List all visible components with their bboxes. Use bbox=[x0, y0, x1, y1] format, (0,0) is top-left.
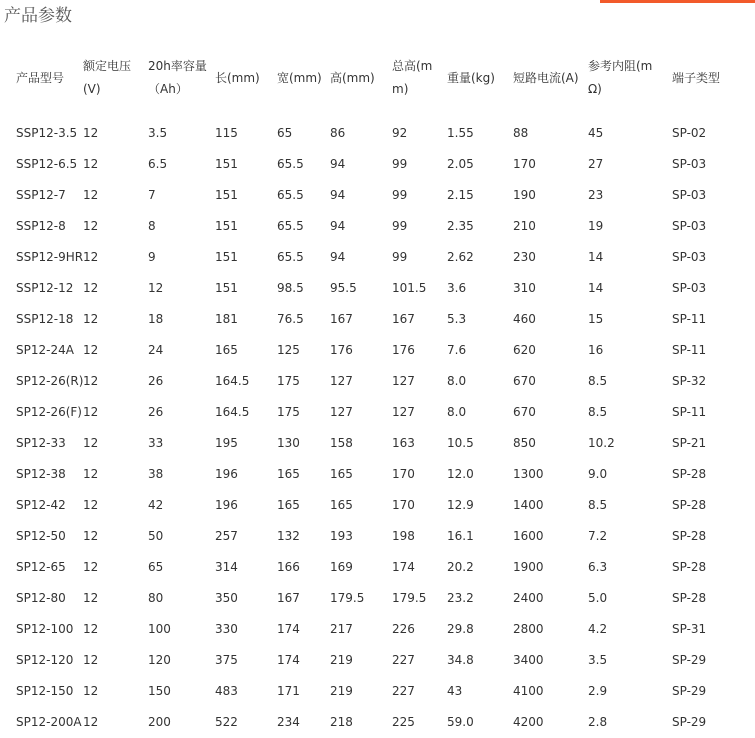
cell-short-circuit-current: 850 bbox=[513, 436, 536, 450]
cell-rated-voltage: 12 bbox=[83, 591, 99, 605]
cell-internal-resistance: 6.3 bbox=[588, 560, 608, 574]
cell-internal-resistance: 2.9 bbox=[588, 684, 608, 698]
cell-total-height: 163 bbox=[392, 436, 415, 450]
cell-width: 130 bbox=[277, 436, 300, 450]
cell-rated-voltage: 12 bbox=[83, 622, 99, 636]
cell-rated-voltage: 12 bbox=[83, 684, 99, 698]
cell-length: 151 bbox=[215, 219, 238, 233]
cell-height: 94 bbox=[330, 219, 346, 233]
header-length: 长(mm) bbox=[215, 70, 260, 85]
table-row bbox=[0, 397, 755, 428]
cell-total-height: 198 bbox=[392, 529, 415, 543]
cell-short-circuit-current: 670 bbox=[513, 374, 536, 388]
cell-length: 196 bbox=[215, 498, 238, 512]
cell-rated-voltage: 12 bbox=[83, 374, 99, 388]
header-model: 产品型号 bbox=[16, 70, 65, 85]
cell-capacity: 50 bbox=[148, 529, 164, 543]
cell-total-height: 174 bbox=[392, 560, 415, 574]
cell-height: 94 bbox=[330, 250, 346, 264]
cell-rated-voltage: 12 bbox=[83, 343, 99, 357]
cell-short-circuit-current: 1900 bbox=[513, 560, 544, 574]
cell-width: 65.5 bbox=[277, 219, 304, 233]
cell-height: 219 bbox=[330, 684, 353, 698]
cell-terminal-type: SP-29 bbox=[672, 653, 707, 667]
cell-rated-voltage: 12 bbox=[83, 529, 99, 543]
cell-terminal-type: SP-28 bbox=[672, 560, 707, 574]
cell-width: 65.5 bbox=[277, 188, 304, 202]
cell-capacity: 200 bbox=[148, 715, 171, 729]
cell-internal-resistance: 14 bbox=[588, 250, 604, 264]
cell-total-height: 101.5 bbox=[392, 281, 427, 295]
cell-model: SSP12-7 bbox=[16, 188, 66, 202]
table-row bbox=[0, 552, 755, 583]
cell-model: SP12-120 bbox=[16, 653, 74, 667]
cell-length: 165 bbox=[215, 343, 238, 357]
cell-weight: 20.2 bbox=[447, 560, 474, 574]
cell-total-height: 92 bbox=[392, 126, 408, 140]
header-total-height: 总高(mm) bbox=[392, 59, 433, 96]
cell-length: 164.5 bbox=[215, 405, 250, 419]
cell-length: 522 bbox=[215, 715, 238, 729]
cell-weight: 2.15 bbox=[447, 188, 474, 202]
cell-width: 174 bbox=[277, 622, 300, 636]
cell-short-circuit-current: 210 bbox=[513, 219, 536, 233]
cell-height: 218 bbox=[330, 715, 353, 729]
cell-capacity: 9 bbox=[148, 250, 156, 264]
cell-height: 179.5 bbox=[330, 591, 365, 605]
cell-width: 132 bbox=[277, 529, 300, 543]
cell-width: 125 bbox=[277, 343, 300, 357]
header-internal-resistance: 参考内阻(mΩ) bbox=[588, 59, 653, 96]
cell-weight: 8.0 bbox=[447, 374, 467, 388]
table-row bbox=[0, 180, 755, 211]
cell-terminal-type: SP-28 bbox=[672, 467, 707, 481]
table-row bbox=[0, 335, 755, 366]
cell-internal-resistance: 9.0 bbox=[588, 467, 608, 481]
table-row bbox=[0, 490, 755, 521]
cell-width: 165 bbox=[277, 498, 300, 512]
cell-length: 330 bbox=[215, 622, 238, 636]
cell-terminal-type: SP-28 bbox=[672, 591, 707, 605]
cell-model: SP12-33 bbox=[16, 436, 66, 450]
cell-short-circuit-current: 620 bbox=[513, 343, 536, 357]
table-header-row bbox=[0, 38, 755, 118]
cell-length: 181 bbox=[215, 312, 238, 326]
cell-internal-resistance: 19 bbox=[588, 219, 604, 233]
cell-short-circuit-current: 170 bbox=[513, 157, 536, 171]
cell-short-circuit-current: 2800 bbox=[513, 622, 544, 636]
cell-length: 151 bbox=[215, 281, 238, 295]
cell-capacity: 42 bbox=[148, 498, 164, 512]
cell-weight: 12.9 bbox=[447, 498, 474, 512]
cell-total-height: 99 bbox=[392, 250, 408, 264]
cell-short-circuit-current: 230 bbox=[513, 250, 536, 264]
cell-terminal-type: SP-03 bbox=[672, 188, 707, 202]
cell-capacity: 24 bbox=[148, 343, 164, 357]
table-row bbox=[0, 118, 755, 149]
cell-weight: 34.8 bbox=[447, 653, 474, 667]
cell-height: 165 bbox=[330, 467, 353, 481]
cell-total-height: 127 bbox=[392, 374, 415, 388]
cell-model: SSP12-12 bbox=[16, 281, 74, 295]
cell-height: 169 bbox=[330, 560, 353, 574]
product-spec-table bbox=[0, 38, 755, 738]
cell-model: SSP12-18 bbox=[16, 312, 74, 326]
cell-height: 219 bbox=[330, 653, 353, 667]
cell-capacity: 6.5 bbox=[148, 157, 168, 171]
cell-length: 151 bbox=[215, 157, 238, 171]
cell-terminal-type: SP-11 bbox=[672, 343, 707, 357]
cell-terminal-type: SP-31 bbox=[672, 622, 707, 636]
cell-total-height: 99 bbox=[392, 157, 408, 171]
cell-model: SP12-26(F) bbox=[16, 405, 82, 419]
accent-bar bbox=[600, 0, 755, 3]
table-row bbox=[0, 366, 755, 397]
cell-model: SSP12-3.5 bbox=[16, 126, 78, 140]
table-row bbox=[0, 459, 755, 490]
cell-width: 65.5 bbox=[277, 157, 304, 171]
cell-total-height: 170 bbox=[392, 498, 415, 512]
table-row bbox=[0, 149, 755, 180]
cell-internal-resistance: 14 bbox=[588, 281, 604, 295]
cell-length: 151 bbox=[215, 188, 238, 202]
cell-internal-resistance: 5.0 bbox=[588, 591, 608, 605]
header-capacity: 20h率容量（Ah） bbox=[148, 59, 207, 96]
cell-capacity: 12 bbox=[148, 281, 164, 295]
cell-short-circuit-current: 88 bbox=[513, 126, 529, 140]
cell-weight: 23.2 bbox=[447, 591, 474, 605]
header-terminal-type: 端子类型 bbox=[672, 70, 721, 85]
cell-internal-resistance: 10.2 bbox=[588, 436, 615, 450]
section-title: 产品参数 bbox=[4, 6, 72, 26]
cell-model: SSP12-8 bbox=[16, 219, 66, 233]
cell-weight: 2.35 bbox=[447, 219, 474, 233]
table-row bbox=[0, 428, 755, 459]
cell-capacity: 120 bbox=[148, 653, 171, 667]
cell-short-circuit-current: 1400 bbox=[513, 498, 544, 512]
cell-rated-voltage: 12 bbox=[83, 157, 99, 171]
cell-model: SSP12-6.5 bbox=[16, 157, 78, 171]
cell-capacity: 65 bbox=[148, 560, 164, 574]
cell-weight: 10.5 bbox=[447, 436, 474, 450]
cell-length: 115 bbox=[215, 126, 238, 140]
cell-total-height: 167 bbox=[392, 312, 415, 326]
cell-model: SP12-42 bbox=[16, 498, 66, 512]
table-row bbox=[0, 273, 755, 304]
cell-internal-resistance: 8.5 bbox=[588, 498, 608, 512]
cell-weight: 2.05 bbox=[447, 157, 474, 171]
cell-rated-voltage: 12 bbox=[83, 126, 99, 140]
cell-short-circuit-current: 310 bbox=[513, 281, 536, 295]
cell-terminal-type: SP-32 bbox=[672, 374, 707, 388]
table-row bbox=[0, 676, 755, 707]
cell-weight: 29.8 bbox=[447, 622, 474, 636]
cell-capacity: 100 bbox=[148, 622, 171, 636]
cell-model: SP12-38 bbox=[16, 467, 66, 481]
cell-height: 193 bbox=[330, 529, 353, 543]
cell-capacity: 38 bbox=[148, 467, 164, 481]
cell-weight: 8.0 bbox=[447, 405, 467, 419]
cell-rated-voltage: 12 bbox=[83, 653, 99, 667]
table-row bbox=[0, 521, 755, 552]
cell-length: 196 bbox=[215, 467, 238, 481]
header-short-circuit-current: 短路电流(A) bbox=[513, 70, 579, 85]
cell-rated-voltage: 12 bbox=[83, 498, 99, 512]
cell-capacity: 26 bbox=[148, 405, 164, 419]
cell-model: SP12-26(R) bbox=[16, 374, 83, 388]
cell-short-circuit-current: 1600 bbox=[513, 529, 544, 543]
cell-internal-resistance: 45 bbox=[588, 126, 604, 140]
cell-weight: 5.3 bbox=[447, 312, 467, 326]
cell-height: 158 bbox=[330, 436, 353, 450]
table-row bbox=[0, 583, 755, 614]
cell-model: SSP12-9HR bbox=[16, 250, 83, 264]
cell-width: 98.5 bbox=[277, 281, 304, 295]
cell-width: 175 bbox=[277, 374, 300, 388]
cell-rated-voltage: 12 bbox=[83, 715, 99, 729]
cell-short-circuit-current: 190 bbox=[513, 188, 536, 202]
cell-model: SP12-100 bbox=[16, 622, 74, 636]
cell-terminal-type: SP-28 bbox=[672, 498, 707, 512]
cell-internal-resistance: 15 bbox=[588, 312, 604, 326]
cell-width: 171 bbox=[277, 684, 300, 698]
header-weight: 重量(kg) bbox=[447, 70, 495, 85]
cell-short-circuit-current: 3400 bbox=[513, 653, 544, 667]
cell-terminal-type: SP-21 bbox=[672, 436, 707, 450]
cell-height: 217 bbox=[330, 622, 353, 636]
cell-length: 257 bbox=[215, 529, 238, 543]
cell-terminal-type: SP-03 bbox=[672, 219, 707, 233]
cell-total-height: 170 bbox=[392, 467, 415, 481]
cell-rated-voltage: 12 bbox=[83, 405, 99, 419]
cell-capacity: 80 bbox=[148, 591, 164, 605]
cell-width: 174 bbox=[277, 653, 300, 667]
cell-height: 94 bbox=[330, 188, 346, 202]
cell-total-height: 226 bbox=[392, 622, 415, 636]
cell-short-circuit-current: 1300 bbox=[513, 467, 544, 481]
cell-short-circuit-current: 670 bbox=[513, 405, 536, 419]
cell-height: 86 bbox=[330, 126, 346, 140]
cell-capacity: 150 bbox=[148, 684, 171, 698]
cell-width: 167 bbox=[277, 591, 300, 605]
cell-width: 76.5 bbox=[277, 312, 304, 326]
cell-weight: 43 bbox=[447, 684, 463, 698]
cell-internal-resistance: 2.8 bbox=[588, 715, 608, 729]
cell-length: 314 bbox=[215, 560, 238, 574]
cell-terminal-type: SP-03 bbox=[672, 157, 707, 171]
cell-internal-resistance: 27 bbox=[588, 157, 604, 171]
cell-weight: 1.55 bbox=[447, 126, 474, 140]
table-body bbox=[0, 118, 755, 738]
table-row bbox=[0, 645, 755, 676]
cell-height: 176 bbox=[330, 343, 353, 357]
cell-rated-voltage: 12 bbox=[83, 250, 99, 264]
cell-length: 151 bbox=[215, 250, 238, 264]
cell-terminal-type: SP-28 bbox=[672, 529, 707, 543]
cell-height: 95.5 bbox=[330, 281, 357, 295]
header-height: 高(mm) bbox=[330, 70, 375, 85]
cell-weight: 2.62 bbox=[447, 250, 474, 264]
cell-rated-voltage: 12 bbox=[83, 312, 99, 326]
cell-total-height: 176 bbox=[392, 343, 415, 357]
cell-weight: 3.6 bbox=[447, 281, 467, 295]
cell-total-height: 127 bbox=[392, 405, 415, 419]
cell-terminal-type: SP-03 bbox=[672, 281, 707, 295]
cell-terminal-type: SP-02 bbox=[672, 126, 707, 140]
cell-weight: 7.6 bbox=[447, 343, 467, 357]
cell-weight: 59.0 bbox=[447, 715, 474, 729]
cell-total-height: 225 bbox=[392, 715, 415, 729]
cell-terminal-type: SP-29 bbox=[672, 715, 707, 729]
header-width: 宽(mm) bbox=[277, 70, 322, 85]
cell-weight: 12.0 bbox=[447, 467, 474, 481]
cell-internal-resistance: 23 bbox=[588, 188, 604, 202]
cell-short-circuit-current: 460 bbox=[513, 312, 536, 326]
cell-model: SP12-24A bbox=[16, 343, 74, 357]
cell-width: 65 bbox=[277, 126, 293, 140]
table-row bbox=[0, 242, 755, 273]
cell-total-height: 99 bbox=[392, 219, 408, 233]
cell-internal-resistance: 8.5 bbox=[588, 405, 608, 419]
cell-short-circuit-current: 2400 bbox=[513, 591, 544, 605]
cell-terminal-type: SP-03 bbox=[672, 250, 707, 264]
cell-short-circuit-current: 4200 bbox=[513, 715, 544, 729]
table-row bbox=[0, 707, 755, 738]
cell-length: 375 bbox=[215, 653, 238, 667]
cell-short-circuit-current: 4100 bbox=[513, 684, 544, 698]
cell-width: 166 bbox=[277, 560, 300, 574]
table-row bbox=[0, 614, 755, 645]
cell-capacity: 8 bbox=[148, 219, 156, 233]
cell-terminal-type: SP-11 bbox=[672, 312, 707, 326]
cell-capacity: 3.5 bbox=[148, 126, 168, 140]
cell-capacity: 7 bbox=[148, 188, 156, 202]
cell-model: SP12-65 bbox=[16, 560, 66, 574]
cell-weight: 16.1 bbox=[447, 529, 474, 543]
cell-length: 195 bbox=[215, 436, 238, 450]
cell-height: 167 bbox=[330, 312, 353, 326]
cell-total-height: 179.5 bbox=[392, 591, 427, 605]
cell-capacity: 18 bbox=[148, 312, 164, 326]
cell-width: 165 bbox=[277, 467, 300, 481]
cell-total-height: 227 bbox=[392, 653, 415, 667]
cell-internal-resistance: 4.2 bbox=[588, 622, 608, 636]
cell-length: 164.5 bbox=[215, 374, 250, 388]
cell-width: 234 bbox=[277, 715, 300, 729]
cell-model: SP12-150 bbox=[16, 684, 74, 698]
cell-rated-voltage: 12 bbox=[83, 188, 99, 202]
table-row bbox=[0, 211, 755, 242]
cell-total-height: 227 bbox=[392, 684, 415, 698]
cell-length: 483 bbox=[215, 684, 238, 698]
cell-width: 175 bbox=[277, 405, 300, 419]
cell-terminal-type: SP-29 bbox=[672, 684, 707, 698]
cell-rated-voltage: 12 bbox=[83, 219, 99, 233]
cell-rated-voltage: 12 bbox=[83, 436, 99, 450]
cell-terminal-type: SP-11 bbox=[672, 405, 707, 419]
cell-internal-resistance: 3.5 bbox=[588, 653, 608, 667]
cell-height: 165 bbox=[330, 498, 353, 512]
cell-capacity: 26 bbox=[148, 374, 164, 388]
cell-internal-resistance: 7.2 bbox=[588, 529, 608, 543]
cell-length: 350 bbox=[215, 591, 238, 605]
cell-internal-resistance: 16 bbox=[588, 343, 604, 357]
cell-height: 127 bbox=[330, 405, 353, 419]
cell-model: SP12-50 bbox=[16, 529, 66, 543]
cell-rated-voltage: 12 bbox=[83, 560, 99, 574]
cell-rated-voltage: 12 bbox=[83, 467, 99, 481]
cell-rated-voltage: 12 bbox=[83, 281, 99, 295]
cell-internal-resistance: 8.5 bbox=[588, 374, 608, 388]
cell-capacity: 33 bbox=[148, 436, 164, 450]
cell-model: SP12-80 bbox=[16, 591, 66, 605]
table-row bbox=[0, 304, 755, 335]
cell-model: SP12-200A bbox=[16, 715, 82, 729]
cell-width: 65.5 bbox=[277, 250, 304, 264]
cell-height: 94 bbox=[330, 157, 346, 171]
cell-height: 127 bbox=[330, 374, 353, 388]
header-rated-voltage: 额定电压(V) bbox=[83, 59, 132, 96]
cell-total-height: 99 bbox=[392, 188, 408, 202]
